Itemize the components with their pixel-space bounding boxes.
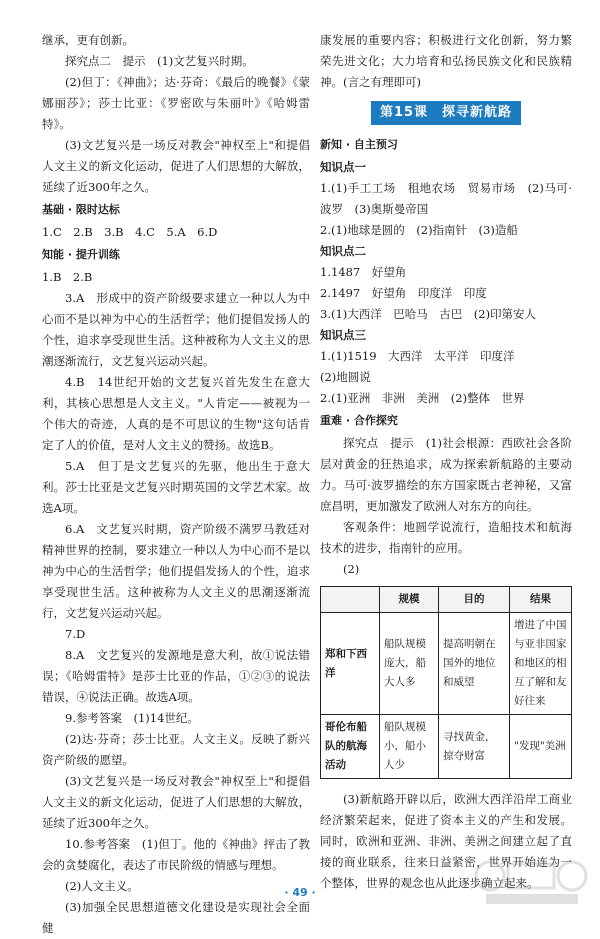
answer-paragraph: 探究点二 提示 (1)文艺复兴时期。 (65, 54, 254, 68)
subsection-heading: 知识点三 (320, 328, 366, 342)
answer-paragraph: 康发展的重要内容；积极进行文化创新，努力繁荣先进文化；大力培育和弘扬民族文化和民族精神。(言之有理即可) (320, 33, 572, 89)
answer-paragraph: 2.(1)地球是圆的 (2)指南针 (3)造船 (320, 223, 518, 237)
answer-paragraph: (3)新航路开辟以后，欧洲大西洋沿岸工商业经济繁荣起来，促进了资本主义的产生和发展。同时，欧洲和亚洲、非洲、美洲之间建立起了直接的商业联系，往来日益紧密，世界开始连为一个整体，世界的观念也从此逐步确立起来。 (320, 792, 572, 890)
answer-paragraph: 6.A 文艺复兴时期，资产阶级不满罗马教廷对精神世界的控制，要求建立一种以人为中心而不是以神为中心的生活哲学；他们提倡发扬人的个性，追求享受现世生活。这种被称为人文主义的思潮逐渐流行，文艺复兴运动兴起。 (42, 522, 310, 620)
answer-paragraph: 1.1487 好望角 (320, 265, 407, 279)
section-heading: 基础 · 限时达标 (42, 203, 120, 216)
table-cell: 提高明朝在国外的地位和威望 (439, 613, 510, 715)
table-cell: 寻找黄金，掠夺财富 (439, 715, 510, 779)
section-heading: 重难 · 合作探究 (320, 414, 398, 427)
answer-paragraph: (3)文艺复兴是一场反对教会"神权至上"和提倡人文主义的新文化运动，促进了人们思想的大解放，延续了近300年之久。 (42, 138, 310, 194)
answer-paragraph: 1.C 2.B 3.B 4.C 5.A 6.D (42, 225, 218, 239)
answer-paragraph: 客观条件：地圆学说流行，造船技术和航海技术的进步，指南针的应用。 (320, 520, 572, 555)
answer-paragraph: 8.A 文艺复兴的发源地是意大利，故①说法错误；《哈姆雷特》是莎士比亚的作品，①②③的说法错误，④说法正确。故选A项。 (42, 648, 310, 704)
answer-paragraph: 1.(1)手工工场 租地农场 贸易市场 (2)马可·波罗 (3)奥斯曼帝国 (320, 181, 572, 216)
table-header-cell (321, 587, 380, 613)
section-heading: 新知 · 自主预习 (320, 138, 398, 151)
subsection-heading: 知识点一 (320, 160, 366, 174)
answer-paragraph: 3.A 形成中的资产阶级要求建立一种以人为中心而不是以神为中心的生活哲学；他们提倡发扬人的个性，追求享受现世生活。这种被称为人文主义的思潮逐渐流行，文艺复兴运动兴起。 (42, 291, 310, 368)
table-row (321, 613, 572, 715)
answer-paragraph: (2)达·芬奇；莎士比亚。人文主义。反映了新兴资产阶级的愿望。 (42, 732, 310, 767)
answer-paragraph: 探究点 提示 (1)社会根源：西欧社会各阶层对黄金的狂热追求，成为探索新航路的主要动力。马可·波罗描绘的东方国家既古老神秘，又富庶昌明，更加激发了欧洲人对东方的向往。 (320, 436, 572, 513)
answer-paragraph: 9.参考答案 (1)14世纪。 (65, 711, 199, 725)
answer-paragraph: (2) (343, 562, 360, 576)
answer-paragraph: (2)但丁：《神曲》；达·芬奇：《最后的晚餐》《蒙娜丽莎》；莎士比亚：《罗密欧与朱丽叶》《哈姆雷特》。 (42, 75, 310, 131)
chapter-title: 第15课 探寻新航路 (371, 101, 521, 125)
watermark-logo (472, 856, 592, 908)
table-cell: 船队规模庞大，船大人多 (380, 613, 439, 715)
comparison-table (320, 586, 572, 779)
answer-paragraph: 2.(1)亚洲 非洲 美洲 (2)整体 世界 (320, 391, 525, 405)
answer-paragraph: (3)文艺复兴是一场反对教会"神权至上"和提倡人文主义的新文化运动，促进了人们思想的大解放，延续了近300年之久。 (42, 774, 310, 830)
table-header-cell: 目的 (439, 587, 510, 613)
table-header-row (321, 587, 572, 613)
table-cell: 哥伦布船队的航海活动 (321, 715, 380, 779)
answer-paragraph: (2)地圆说 (320, 370, 371, 384)
table-header-cell: 结果 (510, 587, 572, 613)
page-number: · 49 · (284, 886, 316, 899)
table-cell: "发现"美洲 (510, 715, 572, 779)
left-column (42, 30, 310, 939)
answer-paragraph: 5.A 但丁是文艺复兴的先驱，他出生于意大利。莎士比亚是文艺复兴时期英国的文学艺术家。故选A项。 (42, 459, 310, 515)
subsection-heading: 知识点二 (320, 244, 366, 258)
answer-paragraph: 1.(1)1519 大西洋 太平洋 印度洋 (320, 349, 515, 363)
answer-paragraph: (3)加强全民思想道德文化建设是实现社会全面健 (42, 900, 310, 935)
answer-paragraph: 10.参考答案 (1)但丁。他的《神曲》抨击了教会的贪婪腐化，表达了市民阶级的情感与理想。 (42, 837, 310, 872)
answer-paragraph: 1.B 2.B (42, 270, 93, 284)
answer-paragraph: (2)人文主义。 (65, 879, 139, 893)
section-heading: 知能 · 提升训练 (42, 248, 120, 261)
table-cell: 船队规模小，船小人少 (380, 715, 439, 779)
table-header-cell: 规模 (380, 587, 439, 613)
answer-paragraph: 3.(1)大西洋 巴哈马 古巴 (2)印第安人 (320, 307, 537, 321)
answer-paragraph: 4.B 14世纪开始的文艺复兴首先发生在意大利，其核心思想是人文主义。"人肯定——被视为一个伟大的奇迹，人真的是不可思议的生物"这句话肯定了人的价值，是对人文主义的赞扬。故选B。 (42, 375, 310, 452)
answer-paragraph: 2.1497 好望角 印度洋 印度 (320, 286, 487, 300)
answer-paragraph: 7.D (65, 627, 86, 641)
table-cell: 郑和下西洋 (321, 613, 380, 715)
table-cell: 增进了中国与亚非国家和地区的相互了解和友好往来 (510, 613, 572, 715)
right-column (320, 30, 572, 894)
table-row (321, 715, 572, 779)
answer-paragraph: 继承，更有创新。 (42, 33, 134, 47)
